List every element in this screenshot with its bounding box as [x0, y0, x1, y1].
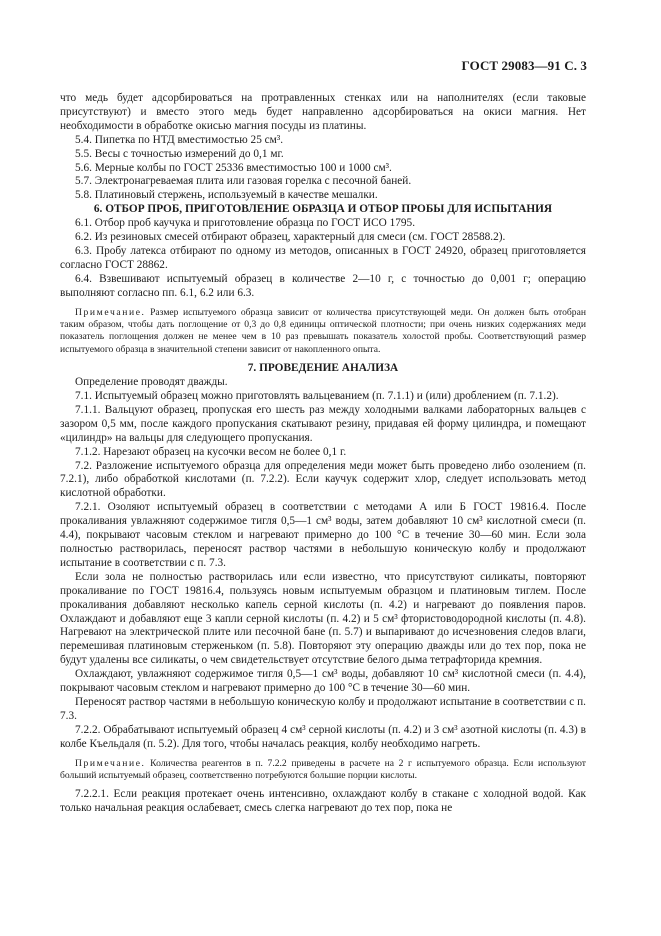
paragraph: 7.2.2.1. Если реакция протекает очень интенсивно, охлаждают колбу в стакане с холодной водой. Как только начальная реакция ослабевает, смесь слегка нагревают до тех пор, пока не	[60, 788, 586, 815]
paragraph: 6.1. Отбор проб каучука и приготовление образца по ГОСТ ИСО 1795.	[75, 217, 416, 230]
list-item: 5.6. Мерные колбы по ГОСТ 25336 вместимостью 100 и 1000 см³.	[75, 161, 392, 174]
paragraph: 7.1. Испытуемый образец можно приготовлять вальцеванием (п. 7.1.1) и (или) дроблением (п. 7.1.2).	[75, 390, 559, 403]
section-7-heading: 7. ПРОВЕДЕНИЕ АНАЛИЗА	[247, 362, 399, 375]
paragraph: 6.4. Взвешивают испытуемый образец в количестве 2—10 г, с точностью до 0,001 г; операцию выполняют согласно пп. 6.1, 6.2 или 6.3.	[60, 272, 586, 299]
paragraph: Определение проводят дважды.	[75, 376, 228, 389]
paragraph: 6.3. Пробу латекса отбирают по одному из методов, описанных в ГОСТ 24920, образец приготовляется согласно ГОСТ 28862.	[60, 244, 586, 271]
paragraph: 7.2.1. Озоляют испытуемый образец в соответствии с методами А или Б ГОСТ 19816.4. После прокаливания увлажняют содержимое тигля 0,5—1 см³ воды, затем добавляют 10 см³ кислотной смеси (п. 4.4), покрывают часовым стеклом и нагревают примерно до 100 °С в течение 30—60 мин. Если зола полностью растворилась, переносят раствор частями в небольшую коническую колбу и продолжают испытание в соответствии с п. 7.3.	[60, 501, 586, 569]
list-item: 5.8. Платиновый стержень, используемый в качестве мешалки.	[75, 189, 378, 202]
paragraph: Переносят раствор частями в небольшую коническую колбу и продолжают испытание в соответствии с п. 7.3.	[60, 695, 586, 722]
paragraph: 7.2.2. Обрабатывают испытуемый образец 4 см³ серной кислоты (п. 4.2) и 3 см³ азотной кислоты (п. 4.3) в колбе Къельдаля (п. 5.2). Для того, чтобы началась реакция, колбу необходимо нагреть.	[60, 723, 586, 750]
note-label: Примечание.	[75, 306, 146, 318]
intro-continuation: что медь будет адсорбироваться на протравленных стенках или на наполнителях (если таковые присутствуют) и вместо этого медь будет направленно адсорбироваться на окиси магния. Нет необходимости в обработке окисью магния посуды из платины.	[60, 92, 586, 132]
paragraph: Если зола не полностью растворилась или если известно, что присутствуют силикаты, повторяют прокаливание по ГОСТ 19816.4, пользуясь новым испытуемым образцом и платиновым тиглем. После прокаливания добавляют несколько капель серной кислоты (п. 4.2) и нагревают до появления паров. Охлаждают и добавляют еще 3 капли серной кислоты (п. 4.2) и 5 см³ фтористоводородной кислоты (п. 4.8). Нагревают на электрической плите или песочной бане (п. 5.7) и выпаривают до исчезновения следов влаги, перемешивая платиновым стерженьком (п. 5.8). Повторяют эту операцию дважды или до тех пор, пока не будут удалены все силикаты, о чем свидетельствует отсутствие белого дыма тетрафторида кремния.	[60, 570, 586, 667]
list-item: 5.7. Электронагреваемая плита или газовая горелка с песочной баней.	[75, 175, 412, 188]
paragraph: Охлаждают, увлажняют содержимое тигля 0,5—1 см³ воды, добавляют 10 см³ кислотной смеси (п. 4.4), покрывают часовым стеклом и нагревают примерно до 100 °С в течение 30—60 мин.	[60, 668, 586, 695]
paragraph: 7.1.2. Нарезают образец на кусочки весом не более 0,1 г.	[75, 445, 347, 458]
note-text: Размер испытуемого образца зависит от количества присутствующей меди. Он должен быть отобран таким образом, чтобы дать поглощение от 0,3 до 0,8 единицы оптической плотности; при очень низких содержаниях меди показатель поглощения должен не менее чем в 10 раз превышать показатель холостой пробы. Соответствующий размер испытуемого образца в значительной степени зависит от накопленного опыта.	[60, 306, 586, 355]
page-body	[60, 92, 586, 816]
list-item: 5.4. Пипетка по НТД вместимостью 25 см³.	[75, 133, 284, 146]
section-6-note	[60, 307, 586, 357]
section-7-note	[60, 758, 586, 783]
section-6-heading: 6. ОТБОР ПРОБ, ПРИГОТОВЛЕНИЕ ОБРАЗЦА И ОТБОР ПРОБЫ ДЛЯ ИСПЫТАНИЯ	[93, 203, 553, 216]
paragraph: 6.2. Из резиновых смесей отбирают образец, характерный для смеси (см. ГОСТ 28588.2).	[75, 231, 506, 244]
paragraph: 7.2. Разложение испытуемого образца для определения меди может быть проведено либо озолением (п. 7.2.1), либо обработкой кислотами (п. 7.2.2). Если каучук содержит хлор, следует использовать метод кислотной обработки.	[60, 459, 586, 500]
list-item: 5.5. Весы с точностью измерений до 0,1 мг.	[75, 147, 284, 160]
note-label: Примечание.	[75, 757, 146, 769]
note-text: Количества реагентов в п. 7.2.2 приведены в расчете на 2 г испытуемого образца. Если используют больший испытуемый образец, соответственно потребуются большие порции кислоты.	[60, 757, 586, 781]
running-header: ГОСТ 29083—91 С. 3	[461, 58, 587, 73]
paragraph: 7.1.1. Вальцуют образец, пропуская его шесть раз между холодными валками лабораторных вальцев с зазором 0,5 мм, после каждого пропускания скатывают резину, придавая ей форму цилиндра, и помещают «цилиндр» на вальцы для следующего пропускания.	[60, 403, 586, 444]
